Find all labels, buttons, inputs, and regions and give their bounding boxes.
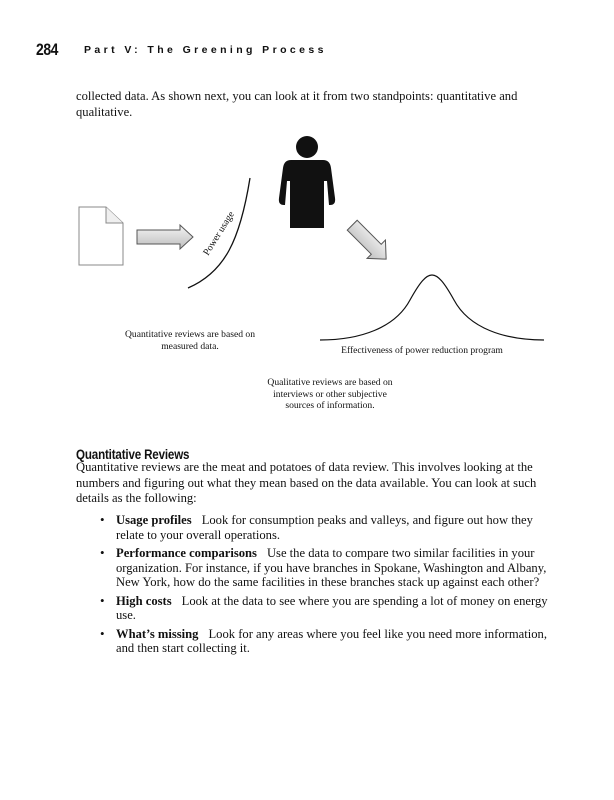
person-icon — [279, 136, 335, 228]
list-item-text: Look for any areas where you feel like you need more information, and then start collecting it. — [116, 626, 547, 655]
power-usage-label: Power usage — [201, 209, 237, 258]
list-item-text: Use the data to compare two similar facilities in your organization. For instance, if you have branches in Spokane, Washington and Albany, New York, how do the same facilities in these branches stack up against each other? — [116, 546, 547, 589]
down-right-arrow-icon — [343, 216, 395, 268]
right-arrow-icon — [137, 225, 193, 249]
list-item-text: Look for consumption peaks and valleys, and figure out how they relate to your overall operations. — [116, 513, 533, 542]
list-item-term: What’s missing — [116, 626, 199, 641]
effectiveness-bell-curve — [320, 275, 544, 340]
list-item — [100, 546, 550, 590]
document-icon — [79, 207, 123, 265]
list-item — [100, 513, 550, 542]
section-heading: Quantitative Reviews — [76, 447, 190, 462]
qualitative-caption: Qualitative reviews are based on interviews or other subjective sources of information. — [267, 377, 393, 411]
list-item-text: Look at the data to see where you are spending a lot of money on energy use. — [116, 593, 548, 622]
running-header — [36, 40, 327, 60]
list-item-term: High costs — [116, 593, 172, 608]
quantitative-caption: Quantitative reviews are based on measured data. — [125, 329, 255, 352]
details-list — [100, 513, 550, 660]
list-item — [100, 627, 550, 656]
page-number: 284 — [36, 40, 59, 59]
effectiveness-caption: Effectiveness of power reduction program — [341, 345, 503, 356]
list-item — [100, 594, 550, 623]
list-item-term: Usage profiles — [116, 513, 192, 527]
section-paragraph: Quantitative reviews are the meat and potatoes of data review. This involves looking at the numbers and figuring out what they mean based on the data available. You can look at such details as the following: — [76, 460, 537, 505]
running-head-title: Part V: The Greening Process — [84, 44, 327, 56]
intro-paragraph: collected data. As shown next, you can look at it from two standpoints: quantitative and qualitative. — [76, 89, 518, 119]
list-item-term: Performance comparisons — [116, 546, 257, 560]
